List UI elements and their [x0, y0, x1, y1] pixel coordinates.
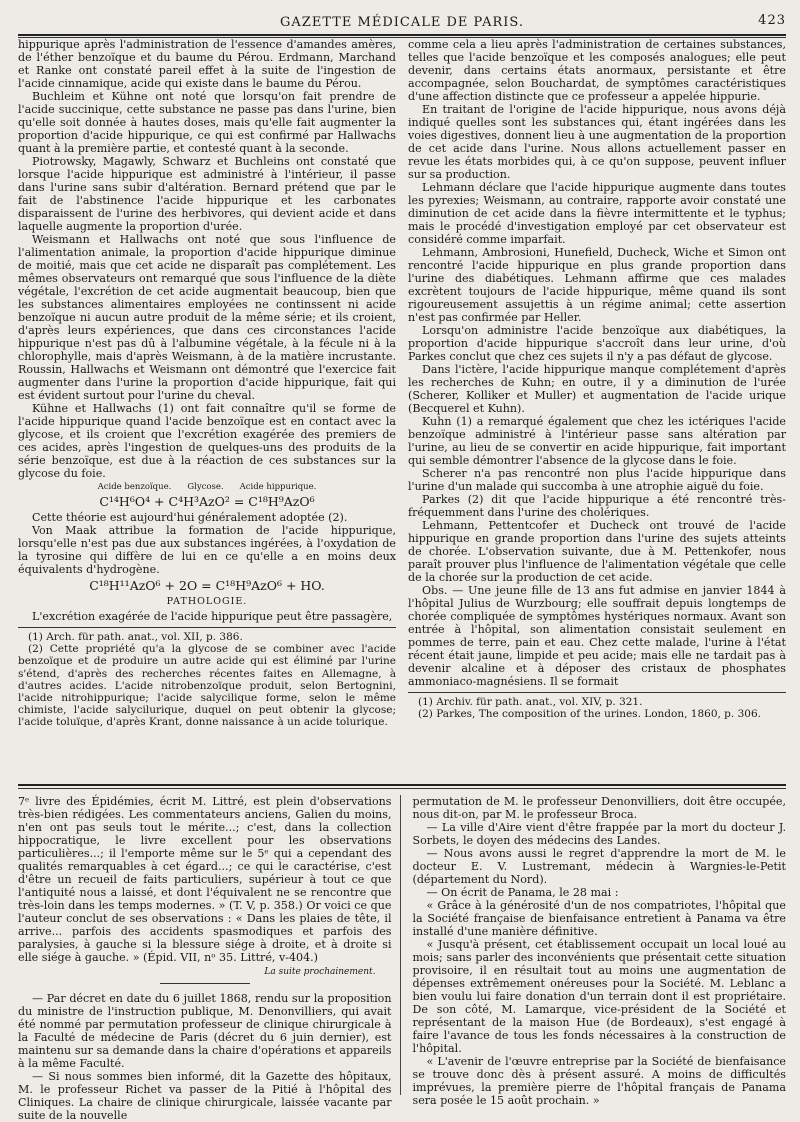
- top-right-column: [408, 38, 786, 778]
- chemical-formula: C¹⁴H⁶O⁴ + C⁴H³AzO² = C¹⁸H⁹AzO⁶: [99, 494, 315, 509]
- top-left-column: [18, 38, 396, 778]
- paragraph: Weismann et Hallwachs ont noté que sous l'influence de l'alimentation animale, la proportion d'acide hippurique diminue de moitié, mais que cet acide ne disparaît pas complétement. Les mêmes observateurs ont remarqué que sous l'influence de la diète végétale, l'excrétion de cet acide augmentait beaucoup, bien que les substances alimentaires employées ne continssent ni acide benzoïque ni aucun autre produit de la même série; et ils croient, d'après leurs expériences, que dans ces circonstances l'acide hippurique n'est pas dû à l'albumine végétale, à la fécule ni à la chlorophylle, mais d'après Weismann, à de la matière incrustante. Roussin, Hallwachs et Weismann ont démontré que l'exercice fait augmenter dans l'urine la proportion d'acide hippurique, fait qui est évident surtout pour l'urine du cheval.: [18, 233, 396, 402]
- paragraph: Cette théorie est aujourd'hui généralement adoptée (2).: [32, 511, 348, 524]
- news-item: — Nous avons aussi le regret d'apprendre la mort de M. le docteur E. V. Lustremant, médecin à Wargnies-le-Petit (département du Nord).: [412, 847, 786, 886]
- footnote: (1) Archiv. für path. anat., vol. XIV, p. 321.: [418, 696, 643, 708]
- paragraph: Lehmann, Ambrosioni, Hunefield, Ducheck, Wiche et Simon ont rencontré l'acide hippurique en plus grande proportion dans l'urine des diabétiques. Lehmann affirme que ces malades excrètent toujours de l'acide hippurique, même quand ils sont rigoureusement assujettis à un régime animal; cette assertion n'est pas confirmée par Heller.: [408, 246, 786, 324]
- header-rule: [18, 34, 786, 36]
- observation-paragraph: Obs. — Une jeune fille de 13 ans fut admise en janvier 1844 à l'hôpital Julius de Wurzbourg; elle souffrait depuis longtemps de chorée compliquée de symptômes hystériques normaux. Avant son entrée à l'hôpital, son alimentation consistait seulement en pommes de terre, pain et eau. Chez cette malade, l'urine à l'état récent était jaune, limpide et peu acide; mais elle ne tardait pas à devenir alcaline et à déposer des cristaux de phosphates ammoniaco-magnésiens. Il se formait: [408, 584, 786, 688]
- formula-label: Glycose.: [187, 482, 224, 492]
- top-section: [18, 38, 786, 778]
- paragraph: Lehmann, Pettentcofer et Ducheck ont trouvé de l'acide hippurique en grande proportion dans l'urine des sujets atteints de chorée. L'observation suivante, due à M. Pettenkofer, nous paraît prouver plus l'influence de l'alimentation végétale que celle de la chorée sur la production de cet acide.: [408, 519, 786, 584]
- paragraph: Parkes (2) dit que l'acide hippurique a été rencontré très-fréquemment dans l'urine des cholériques.: [408, 493, 786, 519]
- paragraph: Buchleim et Kühne ont noté que lorsqu'on fait prendre de l'acide succinique, cette substance ne passe pas dans l'urine, bien qu'elle soit donnée à hautes doses, mais qu'elle fait augmenter la proportion d'acide hippurique, ce qui est confirmé par Hallwachs quant à la première partie, et contesté quant à la seconde.: [18, 90, 396, 155]
- paragraph: Von Maak attribue la formation de l'acide hippurique, lorsqu'elle n'est pas due aux substances ingérées, à l'oxydation de la tyrosine qui diffère de lui en ce qu'elle a en moins deux équivalents d'hydrogène.: [18, 524, 396, 576]
- news-item: — La ville d'Aire vient d'être frappée par la mort du docteur J. Sorbets, le doyen des médecins des Landes.: [412, 821, 786, 847]
- quote-paragraph: « Grâce à la générosité d'un de nos compatriotes, l'hôpital que la Société française de bienfaisance entretient à Panama va être installé d'une manière définitive.: [412, 899, 786, 938]
- paragraph: Piotrowsky, Magawly, Schwarz et Buchleins ont constaté que lorsque l'acide hippurique est administré à l'intérieur, il passe dans l'urine sans subir d'altération. Bernard prétend que par le fait de l'abstinence l'acide hippurique et les carbonates disparaissent de l'urine des herbivores, qui devient acide et dans laquelle augmente la proportion d'urée.: [18, 155, 396, 233]
- section-divider: [18, 784, 786, 786]
- paragraph: Kuhn (1) a remarqué également que chez les ictériques l'acide benzoïque administré à l'intérieur passe sans altération par l'urine, au lieu de se convertir en acide hippurique, fait important qui semble démontrer l'absence de la glycose dans le foie.: [408, 415, 786, 467]
- section-divider-thin: [18, 788, 786, 789]
- paragraph: L'excrétion exagérée de l'acide hippurique peut être passagère,: [32, 610, 393, 623]
- footnote: (1) Arch. für path. anat., vol. XII, p. 386.: [28, 631, 243, 643]
- footnote: (2) Cette propriété qu'a la glycose de se combiner avec l'acide benzoïque et de produire un autre acide qui est éliminé par l'urine s'étend, d'après des recherches récentes faites en Allemagne, à d'autres acides. L'acide nitrobenzoïque produit, selon Bertognini, l'acide nitrohippurique; l'acide salycilique forme, selon le même chimiste, l'acide salycilurique, duquel on peut obtenir la glycose; l'acide toluïque, d'après Krant, donne naissance à un acide tolurique.: [18, 643, 396, 729]
- bottom-right-column: [412, 795, 787, 1107]
- paragraph: Lorsqu'on administre l'acide benzoïque aux diabétiques, la proportion d'acide hippurique s'accroît dans leur urine, d'où Parkes conclut que chez ces sujets il n'y a pas défaut de glycose.: [408, 324, 786, 363]
- news-item: — Par décret en date du 6 juillet 1868, rendu sur la proposition du ministre de l'instruction publique, M. Denonvilliers, qui avait été nommé par permutation professeur de clinique chirurgicale à la Faculté de médecine de Paris (décret du 6 juin dernier), est maintenu sur sa demande dans la chaire d'opérations et appareils à la même Faculté.: [18, 992, 392, 1070]
- paragraph: Lehmann déclare que l'acide hippurique augmente dans toutes les pyrexies; Weismann, au contraire, rapporte avoir constaté une diminution de cet acide dans la fièvre intermittente et le typhus; mais le procédé d'investigation employé par cet observateur est considéré comme imparfait.: [408, 181, 786, 246]
- quote-paragraph: « Jusqu'à présent, cet établissement occupait un local loué au mois; sans parler des inconvénients que présentait cette situation provisoire, il en résultait tout au moins une augmentation de dépenses extrêmement onéreuses pour la Société. M. Leblanc a bien voulu lui faire donation d'un terrain dont il est propriétaire. De son côté, M. Lamarque, vice-président de la Société et représentant de la maison Hue (de Bordeaux), s'est engagé à faire l'avance de tous les fonds nécessaires à la construction de l'hôpital.: [412, 938, 786, 1055]
- paragraph: permutation de M. le professeur Denonvilliers, doit être occupée, nous dit-on, par M. le professeur Broca.: [412, 795, 786, 821]
- quote-paragraph: « L'avenir de l'œuvre entreprise par la Société de bienfaisance se trouve donc dès à présent assuré. A moins de difficultés imprévues, la première pierre de l'hôpital français de Panama sera posée le 15 août prochain. »: [412, 1055, 786, 1107]
- formula-label: Acide hippurique.: [239, 482, 317, 492]
- paragraph: comme cela a lieu après l'administration de certaines substances, telles que l'acide benzoïque et les composés analogues; elle peut devenir, dans certains états anormaux, persistante et être accompagnée, selon Bouchardat, de symptômes caractéristiques d'une affection distincte que ce professeur a appelée hippurie.: [408, 38, 786, 103]
- page-title: GAZETTE MÉDICALE DE PARIS.: [280, 15, 524, 30]
- paragraph: En traitant de l'origine de l'acide hippurique, nous avons déjà indiqué quelles sont les substances qui, étant ingérées dans les voies digestives, donnent lieu à une augmentation de la proportion de cet acide dans l'urine. Nous allons actuellement passer en revue les états morbides qui, à ce qu'on suppose, peuvent influer sur sa production.: [408, 103, 786, 181]
- page-number: 423: [758, 13, 786, 28]
- paragraph: hippurique après l'administration de l'essence d'amandes amères, de l'éther benzoïque et du baume du Pérou. Erdmann, Marchand et Ranke ont constaté pareil effet à la suite de l'ingestion de l'acide cinnamique, acide qui existe dans le baume du Pérou.: [18, 38, 396, 90]
- paragraph: Kühne et Hallwachs (1) ont fait connaître qu'il se forme de l'acide hippurique quand l'acide benzoïque est en contact avec la glycose, et ils croient que l'excrétion exagérée des premiers de ces acides, après l'ingestion de quelques-uns des produits de la série benzoïque, est due à la réaction de ces substances sur la glycose du foie.: [18, 402, 396, 480]
- footnote-separator: [18, 627, 396, 628]
- chemical-formula: C¹⁸H¹¹AzO⁶ + 2O = C¹⁸H⁹AzO⁶ + HO.: [89, 578, 325, 593]
- formula-label: Acide benzoïque.: [97, 482, 172, 492]
- section-heading: PATHOLOGIE.: [166, 596, 248, 607]
- formula-labels: [18, 482, 396, 492]
- footnote-separator: [408, 692, 786, 693]
- news-item: — Si nous sommes bien informé, dit la Gazette des hôpitaux, M. le professeur Richet va passer de la Pitié à l'hôpital des Cliniques. La chaire de clinique chirurgicale, laissée vacante par suite de la nouvelle: [18, 1070, 392, 1122]
- paragraph: 7ᵉ livre des Épidémies, écrit M. Littré, est plein d'observations très-bien rédigées. Les commentateurs anciens, Galien du moins, n'en ont pas seuls tout le mérite...; c'est, dans la collection hippocratique, le livre excellent pour les observations particulières...; il l'emporte même sur le 5ᵉ qui a cependant des qualités remarquables à cet égard...; ce qui le caractérise, c'est d'être un recueil de faits particuliers, supérieur à tout ce que l'antiquité nous a laissé, et dont l'équivalent ne se rencontre que très-loin dans les temps modernes. » (T. V, p. 358.) Or voici ce que l'auteur conclut de ses observations : « Dans les plaies de tête, il arrive... parfois des accidents spasmodiques et parfois des paralysies, à gauche si la blessure siége à droite, et à droite si elle siége à gauche. » (Épid. VII, nᵒ 35. Littré, v-404.): [18, 795, 392, 964]
- paragraph: Dans l'ictère, l'acide hippurique manque complétement d'après les recherches de Kuhn; en outre, il y a diminution de l'urée (Scherer, Kolliker et Muller) et augmentation de l'acide urique (Becquerel et Kuhn).: [408, 363, 786, 415]
- footnote: (2) Parkes, The composition of the urines. London, 1860, p. 306.: [418, 708, 761, 721]
- bottom-left-column: [18, 795, 401, 1122]
- news-item: — On écrit de Panama, le 28 mai :: [426, 886, 619, 899]
- bottom-section: [18, 795, 786, 1122]
- short-rule: [160, 983, 250, 984]
- continued-note: La suite prochainement.: [264, 967, 376, 977]
- page-header: [18, 0, 786, 30]
- paragraph: Scherer n'a pas rencontré non plus l'acide hippurique dans l'urine d'un malade qui succomba à une atrophie aiguë du foie.: [408, 467, 786, 493]
